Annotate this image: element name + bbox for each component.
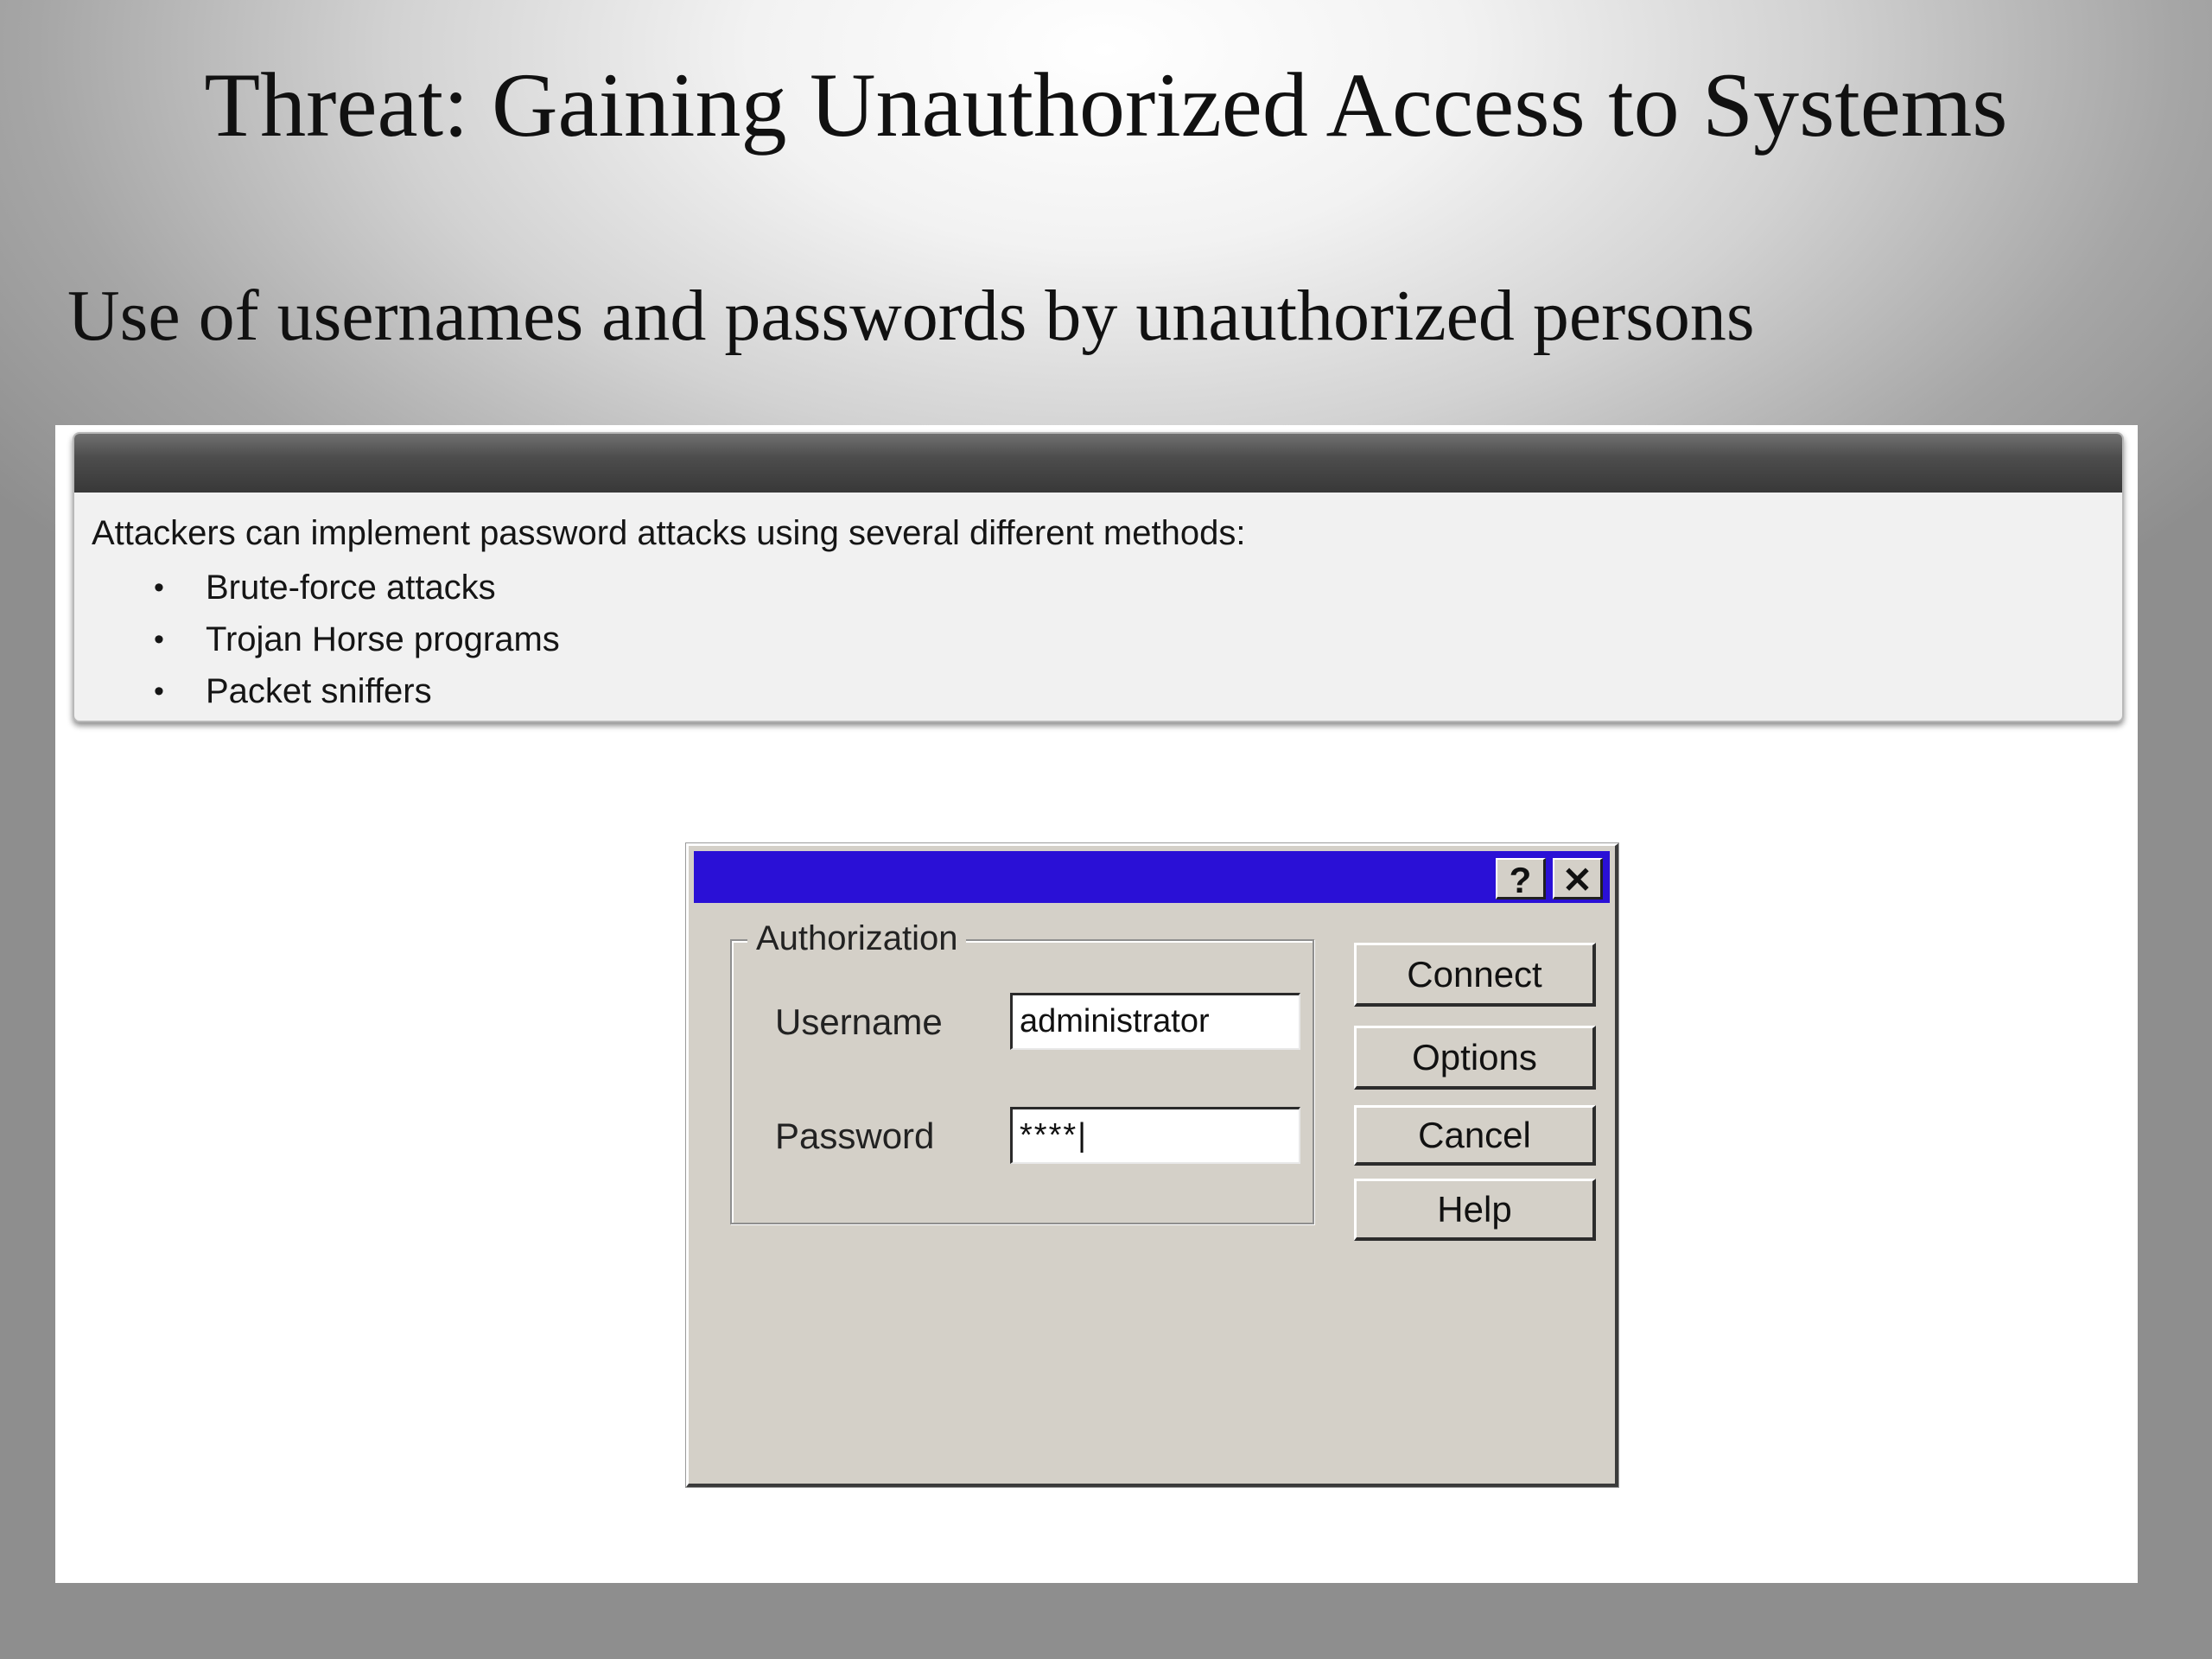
password-field[interactable] — [1010, 1107, 1300, 1164]
figure-area — [55, 425, 2138, 1583]
bullet-icon: • — [154, 675, 164, 708]
list-item-text: Trojan Horse programs — [206, 620, 560, 658]
connect-button[interactable]: Connect — [1354, 943, 1596, 1007]
bullet-icon: • — [154, 623, 164, 656]
close-icon[interactable]: ✕ — [1553, 858, 1603, 899]
help-icon[interactable]: ? — [1496, 858, 1546, 899]
info-intro-text: Attackers can implement password attacks using several different methods: — [92, 514, 1246, 552]
help-button[interactable]: Help — [1354, 1179, 1596, 1241]
cancel-button[interactable]: Cancel — [1354, 1105, 1596, 1166]
group-label: Authorization — [747, 915, 966, 962]
info-panel-header-bar — [74, 434, 2122, 493]
authorization-group — [730, 919, 1314, 1224]
list-item-text: Brute-force attacks — [206, 569, 496, 607]
authorization-dialog — [686, 843, 1618, 1487]
slide-subtitle: Use of usernames and passwords by unauthorized persons — [67, 276, 1755, 356]
username-field[interactable] — [1010, 993, 1300, 1050]
options-button[interactable]: Options — [1354, 1026, 1596, 1090]
username-label: Username — [775, 1001, 943, 1042]
dialog-titlebar — [694, 851, 1610, 903]
info-panel — [73, 432, 2124, 722]
list-item-text: Packet sniffers — [206, 672, 432, 710]
password-label: Password — [775, 1116, 935, 1156]
bullet-icon: • — [154, 571, 164, 604]
slide-title: Threat: Gaining Unauthorized Access to Systems — [204, 54, 2008, 156]
